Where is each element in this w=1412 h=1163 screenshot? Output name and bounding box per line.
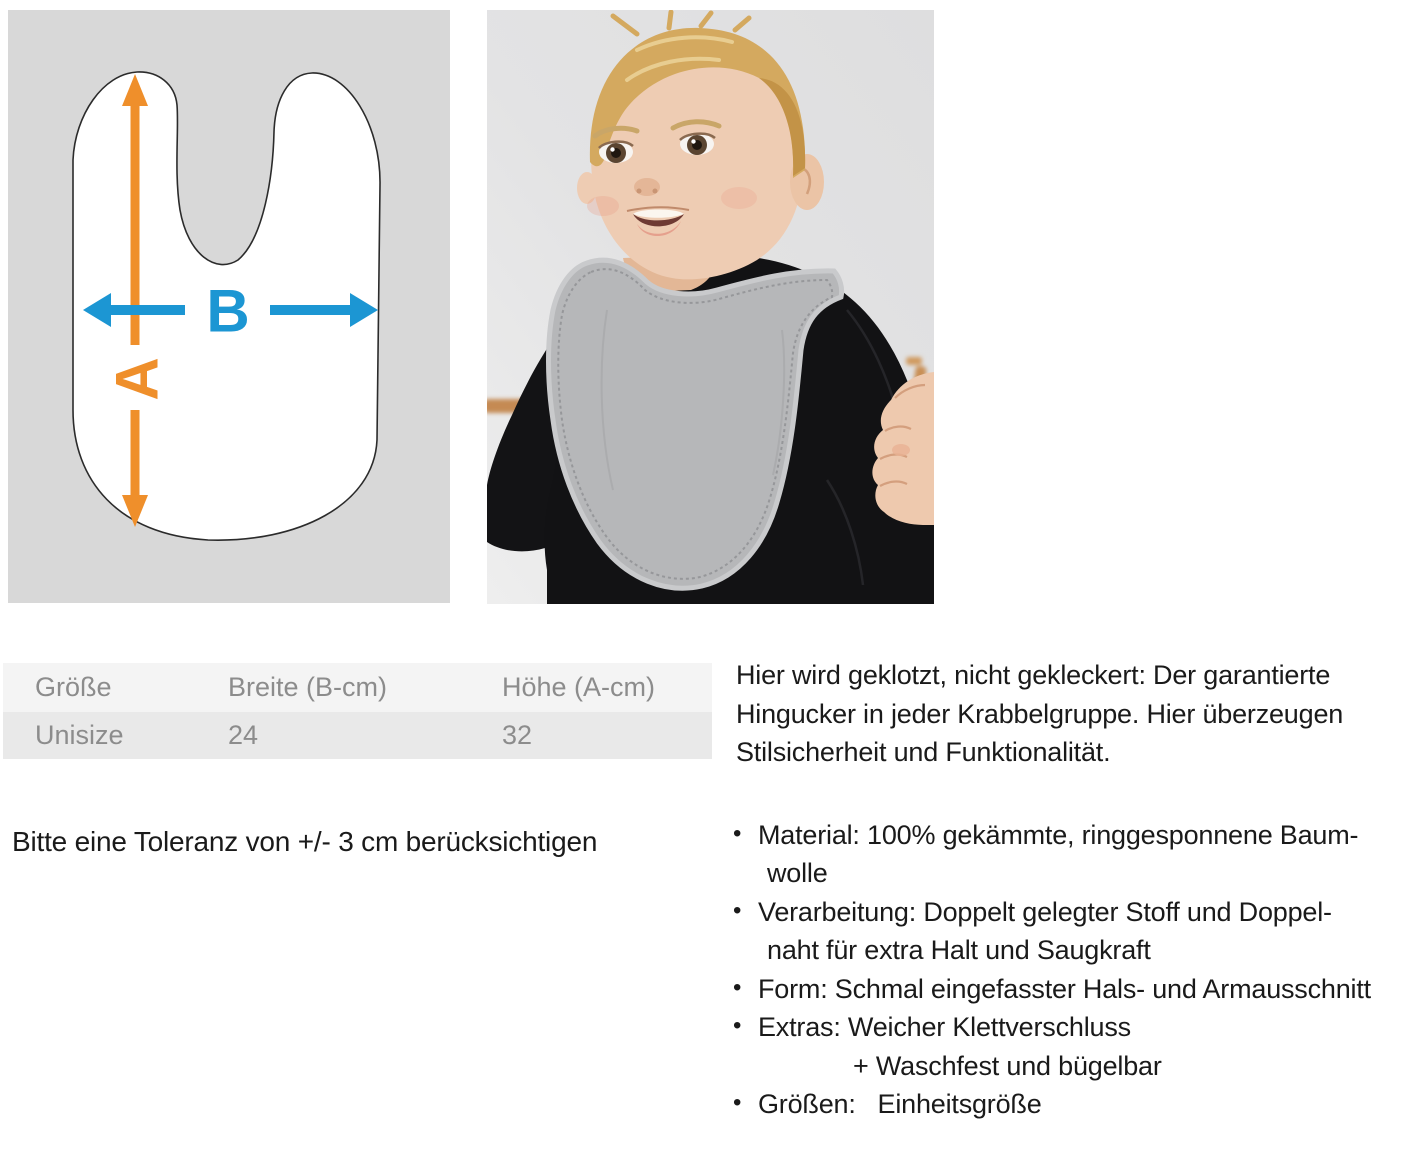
size-table-header-cell: Breite (B-cm) bbox=[228, 672, 388, 702]
feature-line: naht für extra Halt und Saugkraft bbox=[767, 935, 1151, 965]
right-cheek-blush bbox=[721, 187, 757, 209]
feature-line: + Waschfest und bügelbar bbox=[853, 1050, 1162, 1081]
feature-line: Verarbeitung: Doppelt gelegter Stoff und Doppel- bbox=[758, 896, 1332, 927]
size-table-cell: 24 bbox=[228, 720, 259, 750]
feature-line: wolle bbox=[767, 858, 828, 888]
feature-item bbox=[733, 970, 1412, 1009]
size-table-cell: 32 bbox=[502, 720, 533, 750]
size-table bbox=[3, 663, 712, 759]
size-table-header-cell: Größe bbox=[35, 672, 112, 702]
size-table-cell: Unisize bbox=[35, 720, 124, 750]
feature-item bbox=[733, 1085, 1412, 1124]
feature-line: Form: Schmal eingefasster Hals- und Armausschnitt bbox=[758, 973, 1371, 1004]
label-b: B bbox=[206, 277, 250, 345]
left-cheek-blush bbox=[587, 196, 619, 216]
feature-line: Extras: Weicher Klettverschluss bbox=[758, 1012, 1131, 1042]
feature-item bbox=[733, 1008, 1412, 1085]
baby-photo-illustration bbox=[487, 10, 934, 604]
product-description bbox=[733, 656, 1412, 1124]
nose bbox=[634, 178, 660, 196]
size-table-header-cell: Höhe (A-cm) bbox=[502, 672, 656, 702]
label-a: A bbox=[103, 357, 171, 401]
description-line: Stilsicherheit und Funktionalität. bbox=[736, 737, 1111, 767]
description-intro bbox=[736, 656, 1412, 772]
tolerance-note: Bitte eine Toleranz von +/- 3 cm berücksichtigen bbox=[12, 826, 598, 857]
product-photo bbox=[487, 10, 934, 604]
bib-measurement-diagram bbox=[8, 10, 450, 603]
left-eye bbox=[599, 141, 633, 163]
feature-line: Material: 100% gekämmte, ringgesponnene Baum- bbox=[758, 819, 1359, 850]
feature-line: Größen: Einheitsgröße bbox=[758, 1089, 1042, 1119]
size-table-row bbox=[3, 712, 712, 759]
size-table-header-row bbox=[3, 663, 712, 712]
bib-diagram-svg bbox=[8, 10, 450, 603]
feature-item bbox=[733, 893, 1412, 970]
bullet-dot-icon: • bbox=[733, 1012, 742, 1039]
bullet-dot-icon: • bbox=[733, 1089, 742, 1116]
feature-item bbox=[733, 816, 1412, 893]
bullet-dot-icon: • bbox=[733, 973, 742, 1001]
bullet-dot-icon: • bbox=[733, 896, 742, 924]
feature-list bbox=[733, 816, 1412, 1124]
description-line: Hingucker in jeder Krabbelgruppe. Hier überzeugen bbox=[736, 698, 1344, 729]
bullet-dot-icon: • bbox=[733, 819, 742, 847]
description-line: Hier wird geklotzt, nicht gekleckert: Der garantierte bbox=[736, 660, 1331, 690]
